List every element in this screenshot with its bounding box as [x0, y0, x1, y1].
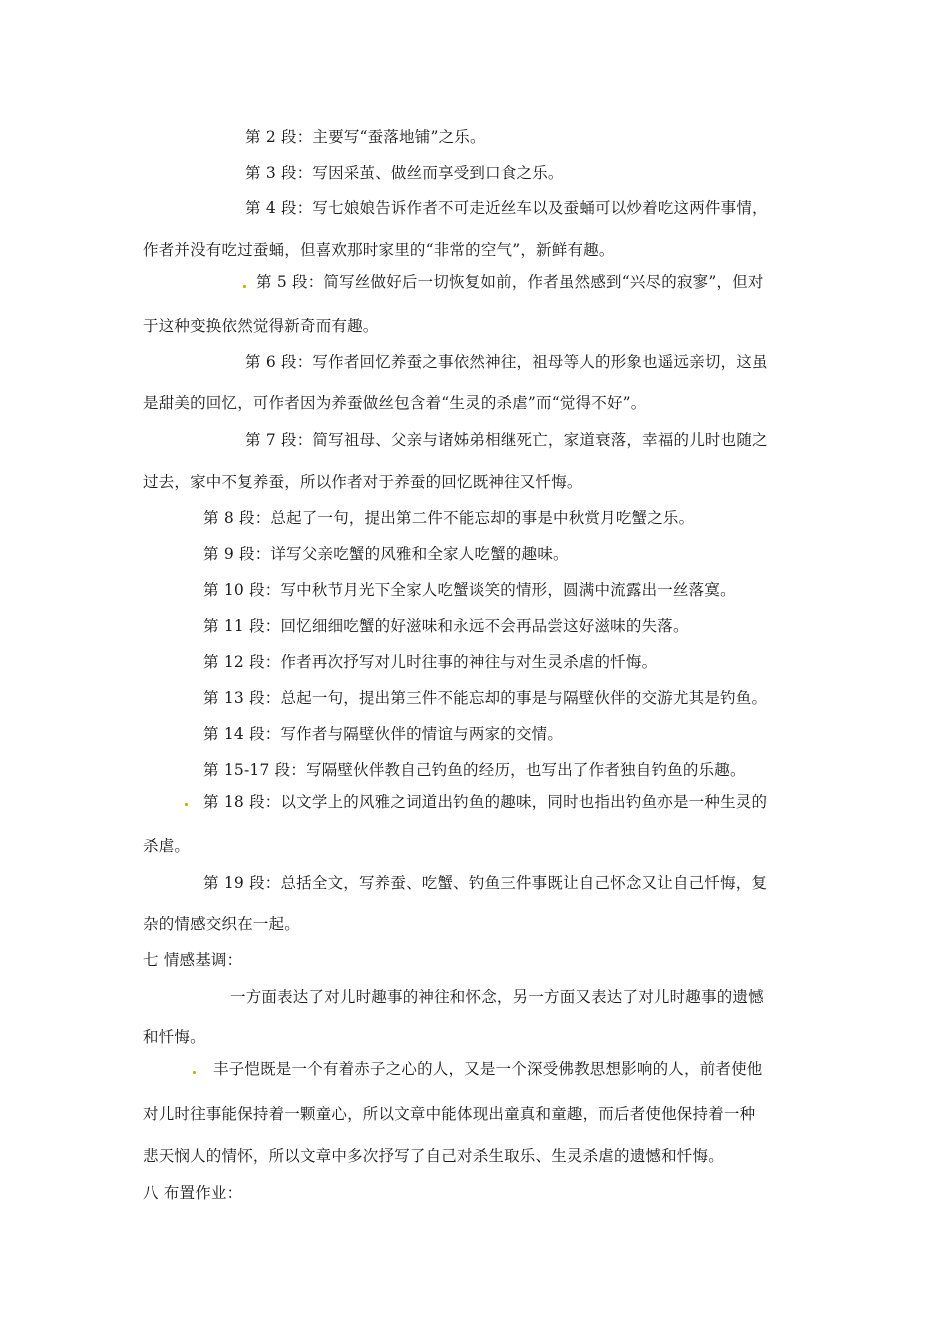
- paragraph-4-line-2: 作者并没有吃过蚕蛹，但喜欢那时家里的“非常的空气”，新鲜有趣。: [143, 241, 615, 259]
- marker-dot: [185, 803, 188, 806]
- paragraph-5-line-1: 第 5 段：简写丝做好后一切恢复如前，作者虽然感到“兴尽的寂寥”，但对: [256, 273, 764, 291]
- paragraph-18-line-1: 第 18 段：以文学上的风雅之词道出钓鱼的趣味，同时也指出钓鱼亦是一种生灵的: [203, 793, 768, 811]
- feng-zikai-line-2: 对儿时往事能保持着一颗童心，所以文章中能体现出童真和童趣，而后者使他保持着一种: [143, 1105, 756, 1123]
- paragraph-13-line: 第 13 段：总起一句，提出第三件不能忘却的事是与隔壁伙伴的交游尤其是钓鱼。: [203, 689, 768, 707]
- paragraph-4-line-1: 第 4 段：写七娘娘告诉作者不可走近丝车以及蚕蛹可以炒着吃这两件事情，: [245, 199, 768, 217]
- paragraph-6-line-1: 第 6 段：写作者回忆养蚕之事依然神往，祖母等人的形象也遥远亲切，这虽: [245, 353, 768, 371]
- marker-dot: [193, 1071, 196, 1074]
- feng-zikai-line-3: 悲天悯人的情怀，所以文章中多次抒写了自己对杀生取乐、生灵杀虐的遗憾和忏悔。: [143, 1147, 724, 1165]
- paragraph-12-line: 第 12 段：作者再次抒写对儿时往事的神往与对生灵杀虐的忏悔。: [203, 653, 658, 671]
- paragraph-15-17-line: 第 15-17 段：写隔壁伙伴教自己钓鱼的经历，也写出了作者独自钓鱼的乐趣。: [203, 761, 746, 779]
- paragraph-8-line: 第 8 段：总起了一句，提出第二件不能忘却的事是中秋赏月吃蟹之乐。: [203, 509, 695, 527]
- paragraph-7-line-1: 第 7 段：简写祖母、父亲与诸姊弟相继死亡，家道衰落，幸福的儿时也随之: [245, 431, 768, 449]
- section-heading-emotional-tone: 七 情感基调：: [143, 951, 243, 969]
- feng-zikai-line-1: 丰子恺既是一个有着赤子之心的人，又是一个深受佛教思想影响的人，前者使他: [213, 1060, 763, 1078]
- emotional-tone-line-2: 和忏悔。: [143, 1028, 206, 1046]
- paragraph-2-line: 第 2 段：主要写“蚕落地铺”之乐。: [245, 128, 486, 146]
- paragraph-5-line-2: 于这种变换依然觉得新奇而有趣。: [143, 317, 379, 335]
- paragraph-11-line: 第 11 段：回忆细细吃蟹的好滋味和永远不会再品尝这好滋味的失落。: [203, 617, 689, 635]
- paragraph-7-line-2: 过去，家中不复养蚕，所以作者对于养蚕的回忆既神往又忏悔。: [143, 473, 583, 491]
- paragraph-19-line-1: 第 19 段：总括全文，写养蚕、吃蟹、钓鱼三件事既让自己怀念又让自己忏悔，复: [203, 874, 768, 892]
- paragraph-3-line: 第 3 段：写因采茧、做丝而享受到口食之乐。: [245, 164, 564, 182]
- paragraph-19-line-2: 杂的情感交织在一起。: [143, 915, 301, 933]
- marker-dot: [243, 285, 246, 288]
- paragraph-9-line: 第 9 段：详写父亲吃蟹的风雅和全家人吃蟹的趣味。: [203, 545, 569, 563]
- paragraph-6-line-2: 是甜美的回忆，可作者因为养蚕做丝包含着“生灵的杀虐”而“觉得不好”。: [143, 394, 647, 412]
- paragraph-10-line: 第 10 段：写中秋节月光下全家人吃蟹谈笑的情形，圆满中流露出一丝落寞。: [203, 581, 736, 599]
- emotional-tone-line-1: 一方面表达了对儿时趣事的神往和怀念，另一方面又表达了对儿时趣事的遗憾: [230, 988, 764, 1006]
- paragraph-14-line: 第 14 段：写作者与隔壁伙伴的情谊与两家的交情。: [203, 725, 564, 743]
- paragraph-18-line-2: 杀虐。: [143, 837, 191, 855]
- section-heading-homework: 八 布置作业：: [143, 1184, 243, 1202]
